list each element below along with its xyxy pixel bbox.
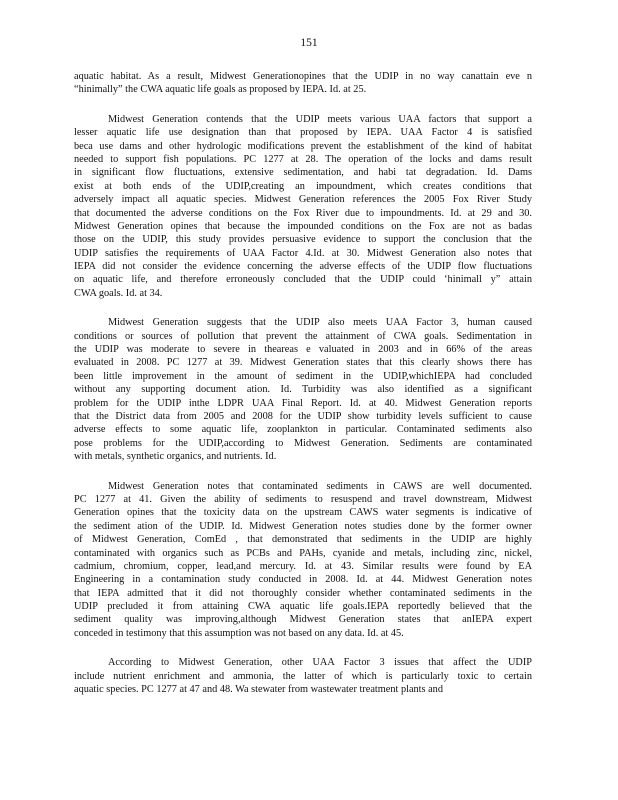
text-line: in significant flow fluctuations, extensive sedimentation, and habi tat degradation. Id. Dams xyxy=(74,167,532,179)
text-line: that IEPA admitted that it did not thoroughly consider whether contaminated sediments in the xyxy=(74,587,532,599)
text-line: include nutrient enrichment and ammonia, the latter of which is particularly toxic to certain xyxy=(74,670,532,682)
paragraph xyxy=(74,70,532,97)
text-line: cadmium, chromium, copper, lead,and mercury. Id. at 43. Similar results were found by EA xyxy=(74,560,532,572)
text-line: contaminated with organics such as PCBs and PAHs, cyanide and metals, including zinc, nickel, xyxy=(74,547,532,559)
text-line: adversely impact all aquatic species. Midwest Generation references the 2005 Fox River Study xyxy=(74,194,532,206)
body-text xyxy=(74,70,532,712)
text-line: UDIP satisfies the requirements of UAA Factor 4.Id. at 30. Midwest Generation also notes that xyxy=(74,247,532,259)
text-line: without any supporting document ation. Id. Turbidity was also identified as a significant xyxy=(74,384,532,396)
text-line: Midwest Generation opines that because the impounded conditions on the Fox are not as badas xyxy=(74,220,532,232)
page-number: 151 xyxy=(300,37,318,49)
text-line: PC 1277 at 41. Given the ability of sediments to resuspend and travel downstream, Midwest xyxy=(74,493,532,505)
text-line: Midwest Generation contends that the UDIP meets various UAA factors that support a xyxy=(108,113,532,125)
text-line: that documented the adverse conditions on the Fox River due to impoundments. Id. at 29 and 30. xyxy=(74,207,532,219)
text-line: conditions or sources of pollution that prevent the attainment of CWA goals. Sedimentation in xyxy=(74,330,532,342)
text-line: adverse effects to some aquatic life, zooplankton in particular. Contaminated sediments also xyxy=(74,424,532,436)
text-line: exist at both ends of the UDIP,creating an impoundment, which creates conditions that xyxy=(74,180,532,192)
text-line: lesser aquatic life use designation than that proposed by IEPA. UAA Factor 4 is satisfied xyxy=(74,127,532,139)
text-line: Midwest Generation suggests that the UDIP also meets UAA Factor 3, human caused xyxy=(108,317,532,329)
text-line: IEPA did not consider the evidence concerning the adverse effects of the UDIP flow fluctuations xyxy=(74,261,532,273)
text-line: of Midwest Generation, ComEd , that demonstrated that sediments in the UDIP are highly xyxy=(74,534,532,546)
text-line: beca use dams and other hydrologic modifications prevent the establishment of the kind of habitat xyxy=(74,140,532,152)
text-line: According to Midwest Generation, other UAA Factor 3 issues that affect the UDIP xyxy=(108,657,532,669)
text-line: aquatic habitat. As a result, Midwest Generationopines that the UDIP in no way canattain eve n xyxy=(74,71,532,82)
text-line: aquatic species. PC 1277 at 47 and 48. Wa stewater from wastewater treatment plants and xyxy=(74,684,443,696)
text-line: the UDIP was moderate to severe in theareas e valuated in 2003 and in 66% of the areas xyxy=(74,344,532,356)
text-line: needed to support fish populations. PC 1277 at 28. The operation of the locks and dams result xyxy=(74,153,532,165)
text-line: Generation opines that the toxicity data on the upstream CAWS water segments is indicative of xyxy=(74,507,532,519)
text-line: conceded in testimony that this assumption was not based on any data. Id. at 45. xyxy=(74,627,404,639)
text-line: been little improvement in the amount of sediment in the UDIP,whichIEPA had concluded xyxy=(74,370,532,382)
paragraph xyxy=(74,316,532,463)
text-line: on aquatic life, and therefore erroneously concluded that the UDIP could ‘hinimall y” attain xyxy=(74,274,532,286)
text-line: pose problems for the UDIP,according to Midwest Generation. Sediments are contaminated xyxy=(74,437,532,449)
paragraph xyxy=(74,113,532,300)
text-line: “hinimally” the CWA aquatic life goals as proposed by IEPA. Id. at 25. xyxy=(74,84,367,96)
text-line: Midwest Generation notes that contaminated sediments in CAWS are well documented. xyxy=(108,480,532,492)
text-line: the sediment ation of the UDIP. Id. Midwest Generation notes studies done by the former owner xyxy=(74,520,532,532)
text-line: with metals, synthetic organics, and nutrients. Id. xyxy=(74,451,277,463)
paragraph xyxy=(74,480,532,641)
text-line: Engineering in a contamination study conducted in 2008. Id. at 44. Midwest Generation notes xyxy=(74,574,532,586)
text-line: problem for the UDIP inthe LDPR UAA Final Report. Id. at 40. Midwest Generation reports xyxy=(74,397,532,409)
text-line: UDIP precluded it from attaining CWA aquatic life goals.IEPA reportedly believed that the xyxy=(74,601,532,613)
text-line: CWA goals. Id. at 34. xyxy=(74,287,163,299)
text-line: those on the UDIP, this study provides persuasive evidence to support the conclusion that the xyxy=(74,234,532,246)
text-line: that the District data from 2005 and 2008 for the UDIP show turbidity levels sufficient to cause xyxy=(74,410,532,422)
paragraph xyxy=(74,656,532,696)
text-line: sediment quality was improving,although Midwest Generation states that anIEPA expert xyxy=(74,614,532,626)
text-line: evaluated in 2008. PC 1277 at 39. Midwest Generation states that this clearly shows there has xyxy=(74,357,532,369)
